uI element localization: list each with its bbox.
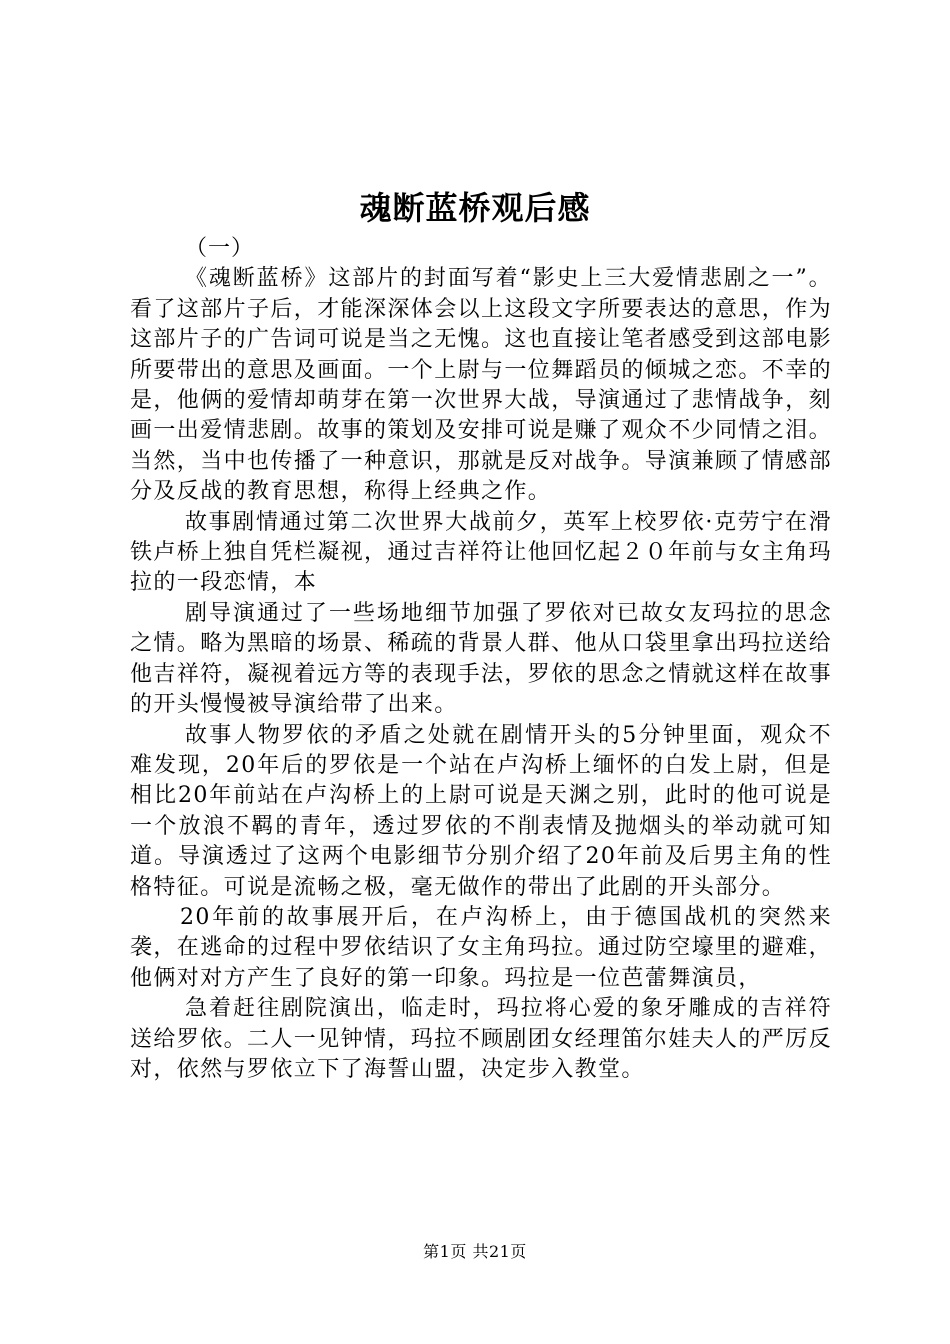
paragraph-4: 故事人物罗依的矛盾之处就在剧情开头的5分钟里面，观众不难发现，20年后的罗依是一个站在卢沟桥上缅怀的白发上尉，但是相比20年前站在卢沟桥上的上尉可说是天渊之别，此时的他可说是一个放浪不羁的青年，透过罗依的不削表情及抛烟头的举动就可知道。导演透过了这两个电影细节分别介绍了20年前及后男主角的性格特征。可说是流畅之极，毫无做作的带出了此剧的开头部分。 (130, 722, 832, 900)
paragraph-6: 急着赶往剧院演出，临走时，玛拉将心爱的象牙雕成的吉祥符送给罗依。二人一见钟情，玛拉不顾剧团女经理笛尔娃夫人的严厉反对，依然与罗依立下了海誓山盟，决定步入教堂。 (130, 996, 833, 1082)
section-marker: （一） (185, 236, 255, 261)
document-title: 魂断蓝桥观后感 (359, 189, 591, 227)
page-footer: 第1页 共21页 (423, 1242, 527, 1261)
paragraph-2: 故事剧情通过第二次世界大战前夕，英军上校罗依·克劳宁在滑铁卢桥上独自凭栏凝视，通过吉祥符让他回忆起２０年前与女主角玛拉的一段恋情，本 (130, 509, 833, 596)
paragraph-1: 《魂断蓝桥》这部片的封面写着“影史上三大爱情悲剧之一”。看了这部片子后，才能深深体会以上这段文字所要表达的意思，作为这部片子的广告词可说是当之无愧。这也直接让笔者感受到这部电影所要带出的意思及画面。一个上尉与一位舞蹈员的倾城之恋。不幸的是，他俩的爱情却萌芽在第一次世界大战，导演通过了悲情战争，刻画一出爱情悲剧。故事的策划及安排可说是赚了观众不少同情之泪。当然，当中也传播了一种意识，那就是反对战争。导演兼顾了情感部分及反战的教育思想，称得上经典之作。 (130, 266, 833, 505)
document-body (130, 234, 832, 1085)
paragraph-3: 剧导演通过了一些场地细节加强了罗依对已故女友玛拉的思念之情。略为黑暗的场景、稀疏的背景人群、他从口袋里拿出玛拉送给他吉祥符，凝视着远方等的表现手法，罗依的思念之情就这样在故事的开头慢慢被导演给带了出来。 (130, 600, 833, 718)
paragraph-5: 20年前的故事展开后，在卢沟桥上，由于德国战机的突然来袭，在逃命的过程中罗依结识了女主角玛拉。通过防空壕里的避难，他俩对对方产生了良好的第一印象。玛拉是一位芭蕾舞演员， (130, 904, 833, 991)
